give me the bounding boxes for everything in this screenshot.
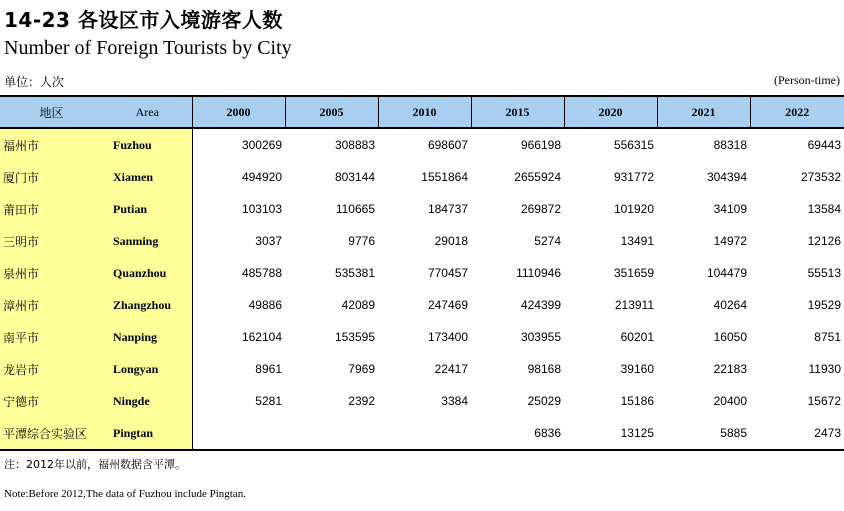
cell-value: 1110946 xyxy=(516,266,561,280)
cell-value: 12126 xyxy=(807,234,841,248)
header-year: 2015 xyxy=(471,96,564,128)
table-header-row xyxy=(0,96,844,128)
cell-area: Ningde xyxy=(103,385,192,417)
cell-value: 19529 xyxy=(807,298,841,312)
cell-value: 2473 xyxy=(750,417,844,450)
cell-value: 15672 xyxy=(807,394,841,408)
cell-value xyxy=(285,417,378,450)
header-year: 2021 xyxy=(657,96,750,128)
cell-value: 20400 xyxy=(713,394,747,408)
cell-value: 803144 xyxy=(334,170,375,184)
cell-value: 3037 xyxy=(255,234,282,248)
cell-area: Pingtan xyxy=(103,417,192,450)
cell-value: 69443 xyxy=(807,138,841,152)
cell-value: 39160 xyxy=(620,362,654,376)
cell-value: 2655924 xyxy=(514,170,561,184)
table-row xyxy=(0,193,844,225)
table-row xyxy=(0,353,844,385)
cell-region: 漳州市 xyxy=(0,289,103,321)
cell-value: 5281 xyxy=(255,394,282,408)
cell-value: 34109 xyxy=(713,202,747,216)
cell-value: 5274 xyxy=(534,234,561,248)
cell-value: 556315 xyxy=(613,138,654,152)
cell-value: 25029 xyxy=(527,394,561,408)
cell-value: 110665 xyxy=(335,202,375,216)
table-row xyxy=(0,128,844,161)
cell-value: 247469 xyxy=(427,298,468,312)
cell-area: Putian xyxy=(103,193,192,225)
page-title-cn: 14-23 各设区市入境游客人数 xyxy=(4,8,283,32)
table-row xyxy=(0,417,844,450)
unit-label-cn: 单位：人次 xyxy=(4,75,65,89)
cell-region: 厦门市 xyxy=(0,161,103,193)
table-body xyxy=(0,128,844,450)
footnote-cn: 注：2012年以前，福州数据含平潭。 xyxy=(4,458,186,471)
header-year: 2005 xyxy=(285,96,378,128)
cell-value: 351659 xyxy=(613,266,654,280)
cell-value: 13125 xyxy=(564,417,657,450)
cell-value: 770457 xyxy=(427,266,468,280)
cell-value: 931772 xyxy=(613,170,654,184)
cell-area: Nanping xyxy=(103,321,192,353)
header-year: 2022 xyxy=(750,96,844,128)
header-area: Area xyxy=(103,96,192,128)
footnote-en: Note:Before 2012,The data of Fuzhou include Pingtan. xyxy=(4,488,246,500)
cell-value: 213911 xyxy=(614,298,654,312)
cell-value: 15186 xyxy=(620,394,654,408)
page-title-en: Number of Foreign Tourists by City xyxy=(4,37,292,59)
table-row xyxy=(0,225,844,257)
tourists-table xyxy=(0,95,844,451)
header-region: 地区 xyxy=(0,96,103,128)
cell-value: 40264 xyxy=(713,298,747,312)
cell-value: 485788 xyxy=(241,266,282,280)
cell-area: Sanming xyxy=(103,225,192,257)
cell-value: 173400 xyxy=(427,330,468,344)
cell-value: 3384 xyxy=(441,394,468,408)
cell-value: 162104 xyxy=(241,330,282,344)
cell-value: 16050 xyxy=(713,330,747,344)
cell-value: 88318 xyxy=(713,138,747,152)
cell-value: 698607 xyxy=(427,138,468,152)
cell-value: 8751 xyxy=(814,330,841,344)
cell-area: Xiamen xyxy=(103,161,192,193)
table-row xyxy=(0,161,844,193)
header-year: 2010 xyxy=(378,96,471,128)
cell-area: Longyan xyxy=(103,353,192,385)
cell-value: 184737 xyxy=(427,202,468,216)
cell-value: 29018 xyxy=(434,234,468,248)
cell-value: 300269 xyxy=(241,138,282,152)
cell-value: 966198 xyxy=(520,138,561,152)
cell-value: 49886 xyxy=(248,298,282,312)
cell-region: 三明市 xyxy=(0,225,103,257)
cell-value: 304394 xyxy=(706,170,747,184)
table-row xyxy=(0,321,844,353)
cell-value: 98168 xyxy=(527,362,561,376)
header-year: 2020 xyxy=(564,96,657,128)
cell-value: 273532 xyxy=(800,170,841,184)
table-row xyxy=(0,289,844,321)
cell-value: 103103 xyxy=(241,202,282,216)
cell-region: 宁德市 xyxy=(0,385,103,417)
unit-label-en: (Person-time) xyxy=(774,73,840,87)
cell-value: 5885 xyxy=(657,417,750,450)
cell-value: 13584 xyxy=(807,202,841,216)
table-row xyxy=(0,385,844,417)
cell-value: 9776 xyxy=(348,234,375,248)
cell-value: 535381 xyxy=(334,266,375,280)
cell-value: 308883 xyxy=(334,138,375,152)
cell-value: 104479 xyxy=(706,266,747,280)
cell-region: 龙岩市 xyxy=(0,353,103,385)
cell-value: 1551864 xyxy=(421,170,468,184)
cell-region: 平潭综合实验区 xyxy=(0,417,103,450)
cell-value: 22417 xyxy=(434,362,468,376)
cell-value: 13491 xyxy=(620,234,654,248)
cell-region: 南平市 xyxy=(0,321,103,353)
header-year: 2000 xyxy=(192,96,285,128)
cell-area: Fuzhou xyxy=(103,128,192,161)
cell-value: 424399 xyxy=(520,298,561,312)
cell-value: 269872 xyxy=(520,202,561,216)
cell-value: 2392 xyxy=(348,394,375,408)
cell-area: Quanzhou xyxy=(103,257,192,289)
cell-value: 14972 xyxy=(713,234,747,248)
cell-value: 303955 xyxy=(520,330,561,344)
cell-value: 42089 xyxy=(341,298,375,312)
cell-value: 494920 xyxy=(241,170,282,184)
cell-value: 60201 xyxy=(620,330,654,344)
table-row xyxy=(0,257,844,289)
cell-area: Zhangzhou xyxy=(103,289,192,321)
cell-value: 8961 xyxy=(255,362,282,376)
cell-value xyxy=(378,417,471,450)
cell-value: 6836 xyxy=(471,417,564,450)
cell-value: 7969 xyxy=(348,362,375,376)
cell-value: 101920 xyxy=(613,202,654,216)
cell-value xyxy=(192,417,285,450)
cell-value: 11930 xyxy=(808,362,841,376)
cell-region: 泉州市 xyxy=(0,257,103,289)
cell-region: 莆田市 xyxy=(0,193,103,225)
cell-value: 153595 xyxy=(334,330,375,344)
cell-value: 22183 xyxy=(713,362,747,376)
cell-region: 福州市 xyxy=(0,128,103,161)
cell-value: 55513 xyxy=(807,266,841,280)
